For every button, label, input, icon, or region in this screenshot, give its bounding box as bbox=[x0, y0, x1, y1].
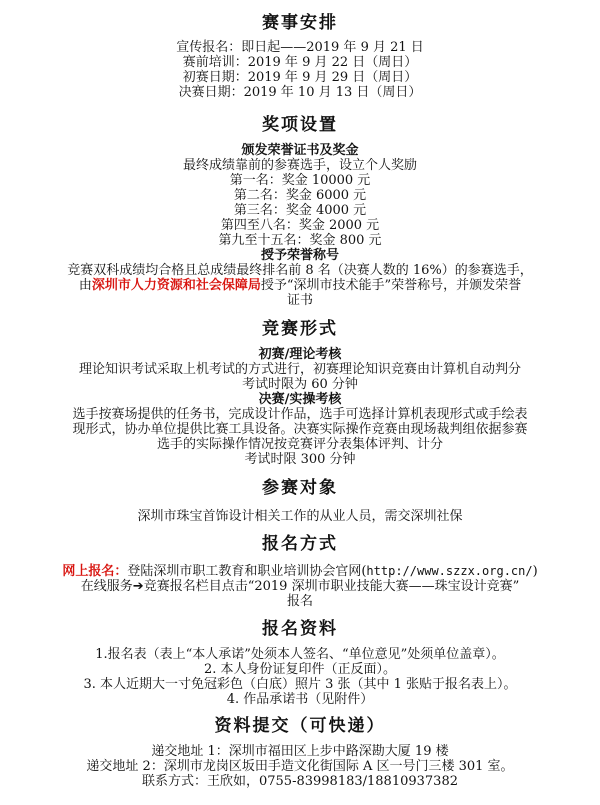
awards-intro-line: 最终成绩靠前的参赛选手，设立个人奖励 bbox=[182, 158, 417, 173]
registration-site-text: 登陆深圳市职工教育和职业培训协会官网( bbox=[127, 564, 367, 579]
registration-url-link[interactable]: http://www.szzx.org.cn/ bbox=[366, 564, 533, 578]
submit-section bbox=[0, 715, 600, 789]
registration-line-2 bbox=[0, 579, 600, 594]
submit-address-1: 递交地址 1：深圳市福田区上步中路深勘大厦 19 楼 bbox=[151, 744, 449, 759]
awards-section bbox=[0, 114, 600, 308]
materials-title: 报名资料 bbox=[262, 619, 338, 639]
honor-suffix: 授予“深圳市技术能手”荣誉称号，并颁发荣誉 bbox=[260, 278, 522, 293]
award-ninth-fifteenth-line: 第九至十五名：奖金 800 元 bbox=[218, 233, 382, 248]
practice-line-3: 选手的实际操作情况按竞赛评分表集体评判、计分 bbox=[156, 437, 443, 452]
materials-item-4: 4. 作品承诺书（见附件） bbox=[226, 692, 374, 707]
format-title: 竞赛形式 bbox=[262, 319, 338, 339]
submit-address-2: 递交地址 2：深圳市龙岗区坂田手造文化街国际 A 区一号门三楼 301 室。 bbox=[86, 759, 514, 774]
submit-contact: 联系方式：王欣如，0755-83998183/18810937382 bbox=[141, 774, 458, 789]
honor-line-2 bbox=[0, 278, 600, 293]
schedule-prelim-line: 初赛日期：2019 年 9 月 29 日（周日） bbox=[182, 70, 418, 85]
award-third-line: 第三名：奖金 4000 元 bbox=[233, 203, 367, 218]
schedule-promo-line: 宣传报名：即日起——2019 年 9 月 21 日 bbox=[176, 40, 424, 55]
honor-line-3: 证书 bbox=[286, 293, 313, 308]
format-practice-subtitle: 决赛/实操考核 bbox=[258, 392, 342, 407]
theory-line-1: 理论知识考试采取上机考试的方式进行，初赛理论知识竞赛由计算机自动判分 bbox=[78, 362, 521, 377]
format-section bbox=[0, 318, 600, 467]
registration-url-close: ) bbox=[532, 564, 538, 579]
materials-item-3: 3. 本人近期大一寸免冠彩色（白底）照片 3 张（其中 1 张贴于报名表上）。 bbox=[83, 677, 517, 692]
awards-certificate-subtitle: 颁发荣誉证书及奖金 bbox=[241, 143, 359, 158]
schedule-training-line: 赛前培训：2019 年 9 月 22 日（周日） bbox=[182, 55, 418, 70]
theory-line-2: 考试时限为 60 分钟 bbox=[242, 377, 358, 392]
arrow-right-icon: ➔ bbox=[132, 579, 144, 594]
target-section bbox=[0, 477, 600, 524]
registration-section bbox=[0, 533, 600, 609]
target-text: 深圳市珠宝首饰设计相关工作的从业人员，需交深圳社保 bbox=[137, 509, 463, 524]
registration-line-3: 报名 bbox=[286, 594, 313, 609]
award-fourth-eighth-line: 第四至八名：奖金 2000 元 bbox=[220, 218, 380, 233]
online-service-text: 在线服务 bbox=[80, 579, 133, 594]
honor-line-1: 竞赛双科成绩均合格且总成绩最终排名前 8 名（决赛人数的 16%）的参赛选手， bbox=[67, 263, 533, 278]
honor-org: 深圳市人力资源和社会保障局 bbox=[91, 278, 261, 293]
honor-prefix: 由 bbox=[78, 278, 92, 293]
schedule-section bbox=[0, 12, 600, 100]
award-second-line: 第二名：奖金 6000 元 bbox=[233, 188, 367, 203]
format-theory-subtitle: 初赛/理论考核 bbox=[258, 347, 342, 362]
materials-item-1: 1.报名表（表上“本人承诺”处须本人签名、“单位意见”处须单位盖章）。 bbox=[95, 647, 505, 662]
schedule-final-line: 决赛日期：2019 年 10 月 13 日（周日） bbox=[178, 85, 422, 100]
awards-title: 奖项设置 bbox=[262, 115, 338, 135]
registration-path-text: 竞赛报名栏目点击“2019 深圳市职业技能大赛——珠宝设计竞赛” bbox=[143, 579, 520, 594]
practice-line-1: 选手按赛场提供的任务书，完成设计作品，选手可选择计算机表现形式或手绘表 bbox=[72, 407, 528, 422]
registration-title: 报名方式 bbox=[262, 534, 338, 554]
online-registration-label: 网上报名： bbox=[62, 564, 128, 579]
registration-line-1 bbox=[0, 564, 600, 579]
award-first-line: 第一名：奖金 10000 元 bbox=[229, 173, 371, 188]
submit-title: 资料提交（可快递） bbox=[214, 716, 386, 736]
practice-line-4: 考试时限 300 分钟 bbox=[244, 452, 356, 467]
materials-section bbox=[0, 618, 600, 707]
practice-line-2: 现形式，协办单位提供比赛工具设备。决赛实际操作竞赛由现场裁判组依据参赛 bbox=[72, 422, 528, 437]
schedule-title: 赛事安排 bbox=[262, 13, 338, 33]
target-title: 参赛对象 bbox=[262, 478, 338, 498]
materials-item-2: 2. 本人身份证复印件（正反面）。 bbox=[203, 662, 397, 677]
awards-honor-subtitle: 授予荣誉称号 bbox=[260, 248, 339, 263]
